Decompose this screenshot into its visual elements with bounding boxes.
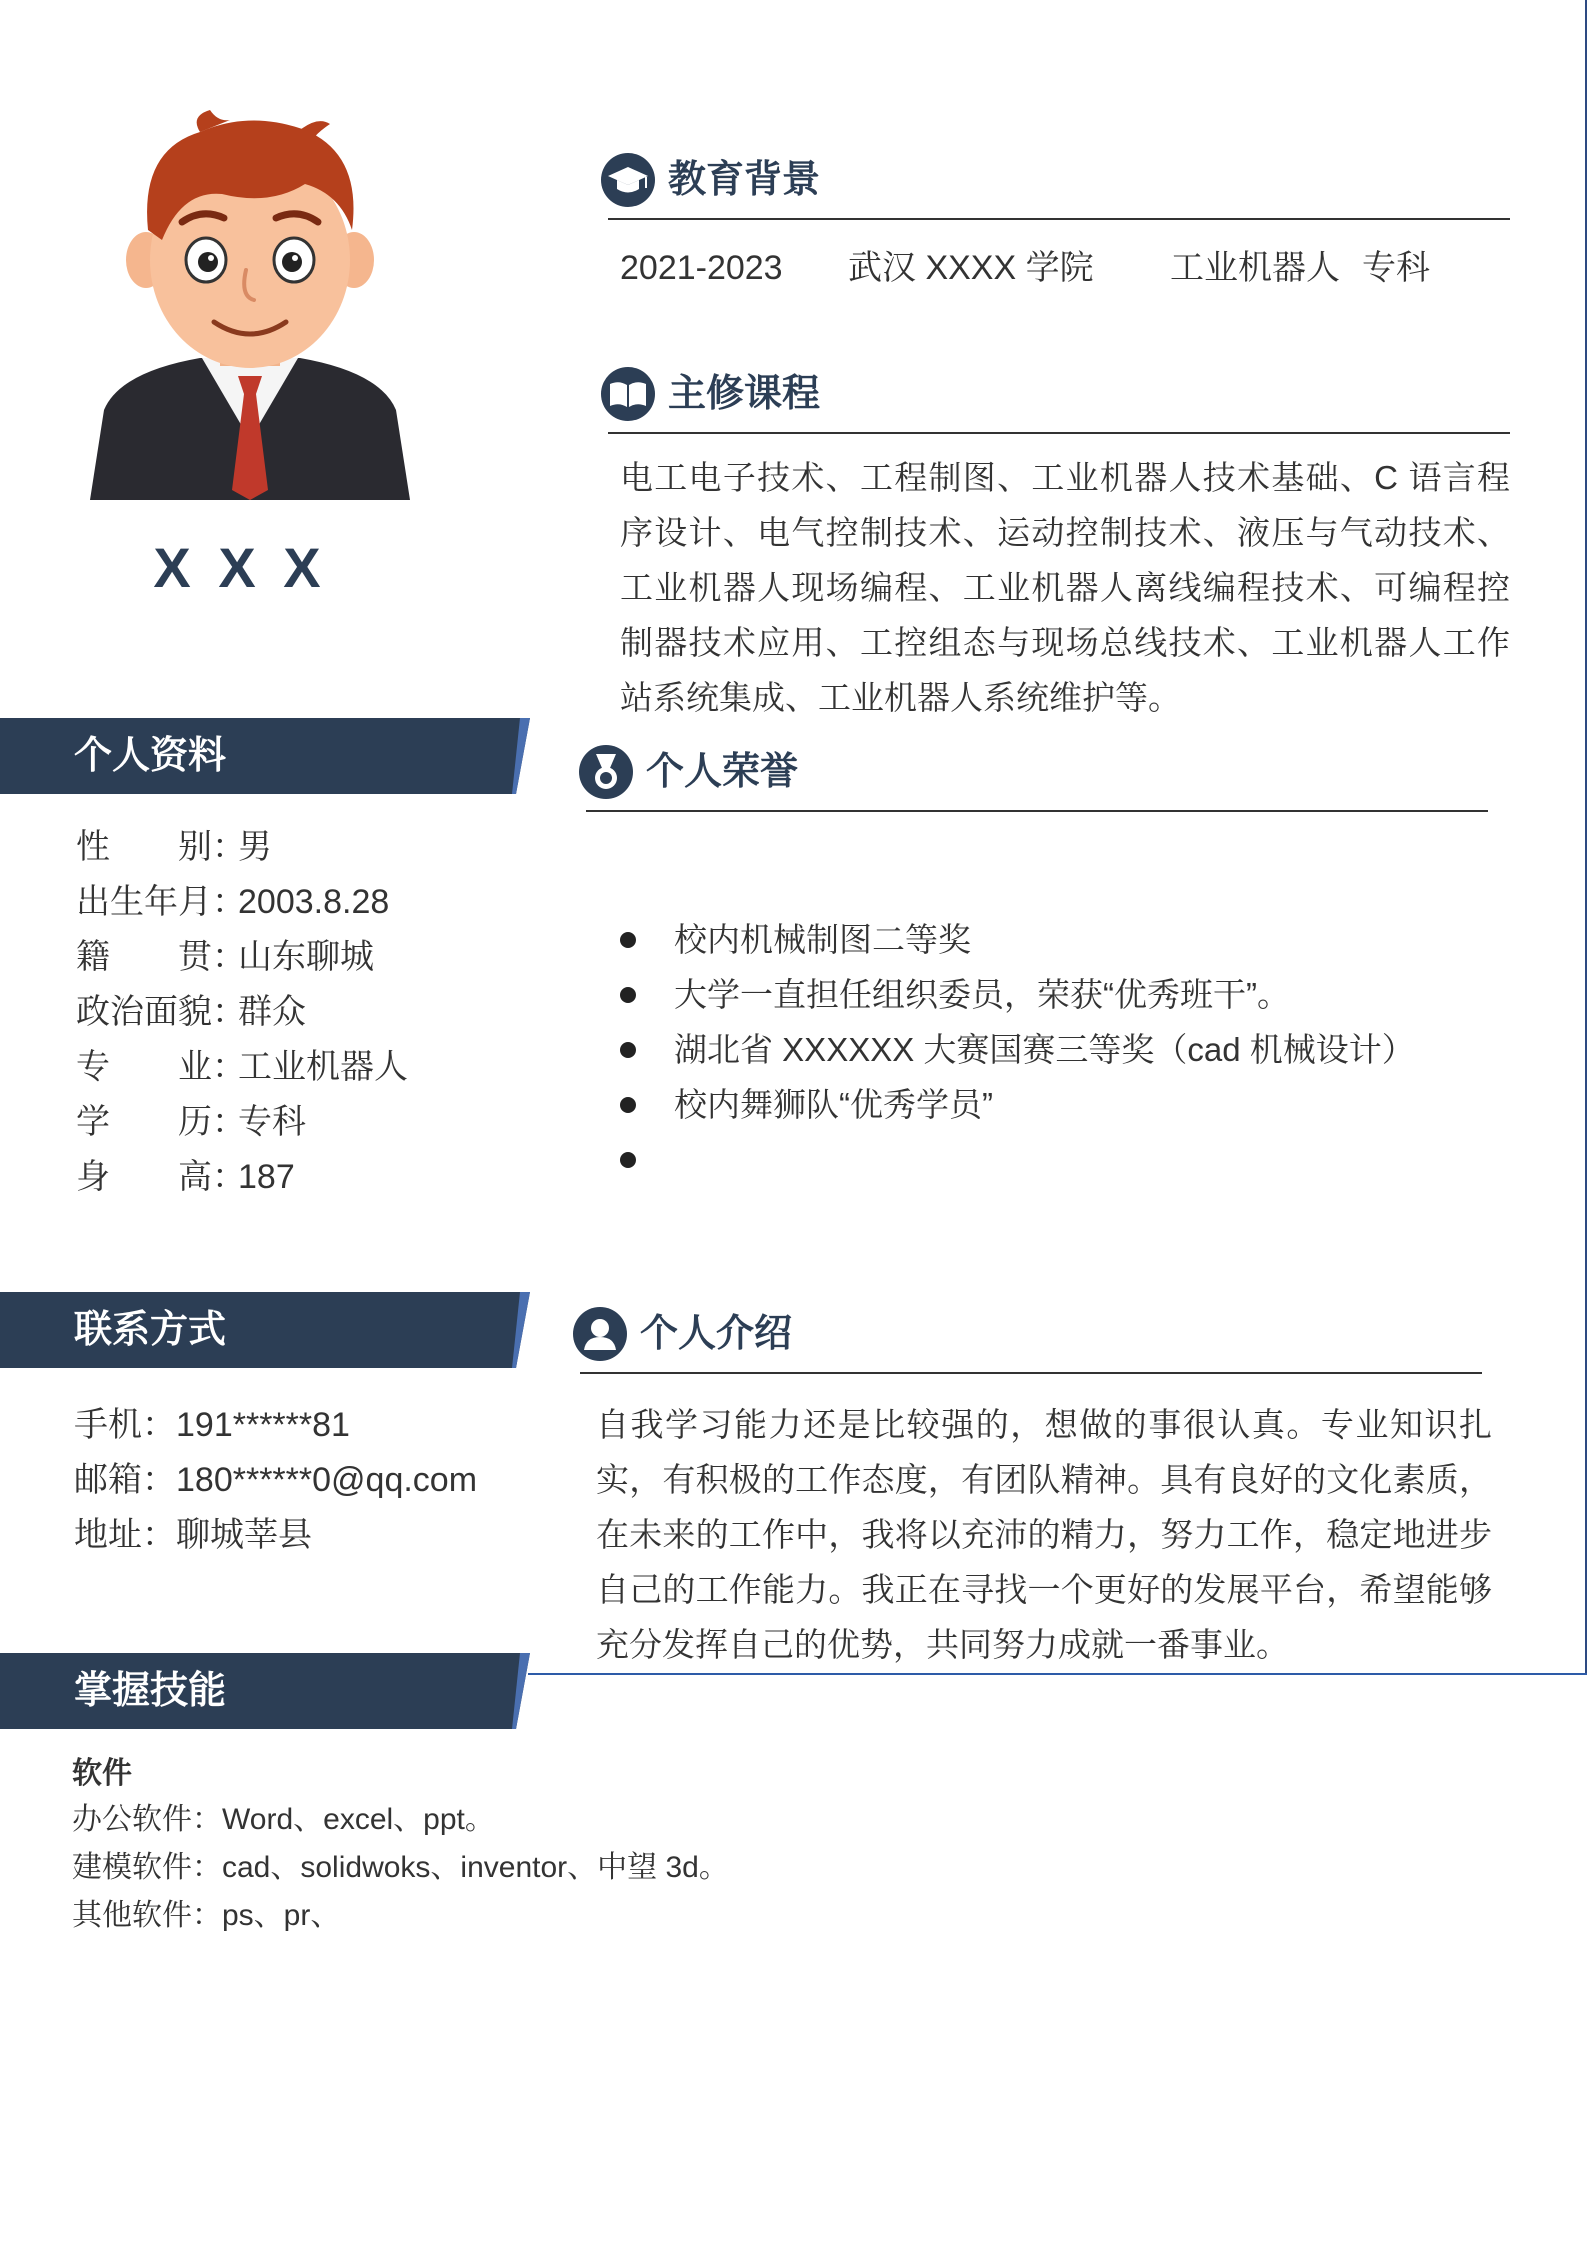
contact-address: 地址：聊城莘县 [74, 1516, 312, 1554]
intro-text: 自我学习能力还是比较强的，想做的事很认真。专业知识扎实，有积极的工作态度，有团队精神。具有良好的文化素质，在未来的工作中，我将以充沛的精力，努力工作，稳定地进步自己的工作能力。我正在寻找一个更好的发展平台，希望能够充分发挥自己的优势，共同努力成就一番事业。 [596, 1406, 1492, 1663]
honors-title: 个人荣誉 [646, 751, 799, 793]
medal-icon [578, 744, 634, 800]
skills-title: 掌握技能 [74, 1670, 227, 1712]
info-height: 身 高：187 [76, 1158, 295, 1196]
skills-header [0, 1653, 530, 1729]
info-education: 学 历：专科 [76, 1103, 306, 1141]
honor-item: 校内机械制图二等奖 [618, 912, 1415, 967]
user-icon [572, 1306, 628, 1362]
contact-phone: 手机：191******81 [74, 1406, 350, 1444]
intro-header [572, 1304, 1482, 1374]
honors-header [578, 742, 1488, 812]
personal-info-header [0, 718, 530, 794]
honor-item: 湖北省 XXXXXX 大赛国赛三等奖（cad 机械设计） [618, 1022, 1415, 1077]
contact-header [0, 1292, 530, 1368]
skill-other: 其他软件：ps、pr、 [72, 1899, 341, 1932]
intro-divider [580, 1372, 1482, 1374]
courses-title: 主修课程 [668, 373, 821, 415]
education-divider [608, 218, 1510, 220]
intro-title: 个人介绍 [640, 1313, 793, 1355]
graduation-cap-icon [600, 152, 656, 208]
education-major: 工业机器人 [1170, 249, 1340, 287]
info-major: 专 业：工业机器人 [76, 1048, 408, 1086]
honors-list [618, 912, 1415, 1187]
education-years: 2021-2023 [620, 249, 783, 287]
skill-modeling: 建模软件：cad、solidwoks、inventor、中望 3d。 [72, 1851, 729, 1884]
personal-info-title: 个人资料 [74, 735, 227, 777]
contact-email: 邮箱：180******0@qq.com [74, 1461, 478, 1499]
honor-item: 校内舞狮队“优秀学员” [618, 1077, 1415, 1132]
skill-office: 办公软件：Word、excel、ppt。 [72, 1803, 495, 1836]
candidate-name: X X X [153, 536, 327, 599]
info-gender: 性 别：男 [76, 828, 272, 866]
skills-subtitle: 软件 [72, 1757, 132, 1790]
education-title: 教育背景 [668, 159, 821, 201]
contact-title: 联系方式 [74, 1309, 227, 1351]
avatar [90, 110, 410, 500]
education-school: 武汉 XXXX 学院 [848, 249, 1094, 287]
info-birth: 出生年月：2003.8.28 [76, 883, 390, 921]
courses-divider [608, 432, 1510, 434]
honor-item: 大学一直担任组织委员，荣获“优秀班干”。 [618, 967, 1415, 1022]
book-icon [600, 366, 656, 422]
courses-header [600, 364, 1510, 434]
courses-text: 电工电子技术、工程制图、工业机器人技术基础、C 语言程序设计、电气控制技术、运动控制技术、液压与气动技术、工业机器人现场编程、工业机器人离线编程技术、可编程控制器技术应用、工控组态与现场总线技术、工业机器人工作站系统集成、工业机器人系统维护等。 [620, 459, 1510, 716]
section-divider-line [528, 1673, 1587, 1675]
education-header [600, 150, 1510, 220]
honors-divider [586, 810, 1488, 812]
info-hometown: 籍 贯：山东聊城 [76, 938, 374, 976]
honor-item [618, 1132, 1415, 1187]
education-degree: 专科 [1362, 249, 1430, 287]
info-political: 政治面貌：群众 [76, 993, 306, 1031]
